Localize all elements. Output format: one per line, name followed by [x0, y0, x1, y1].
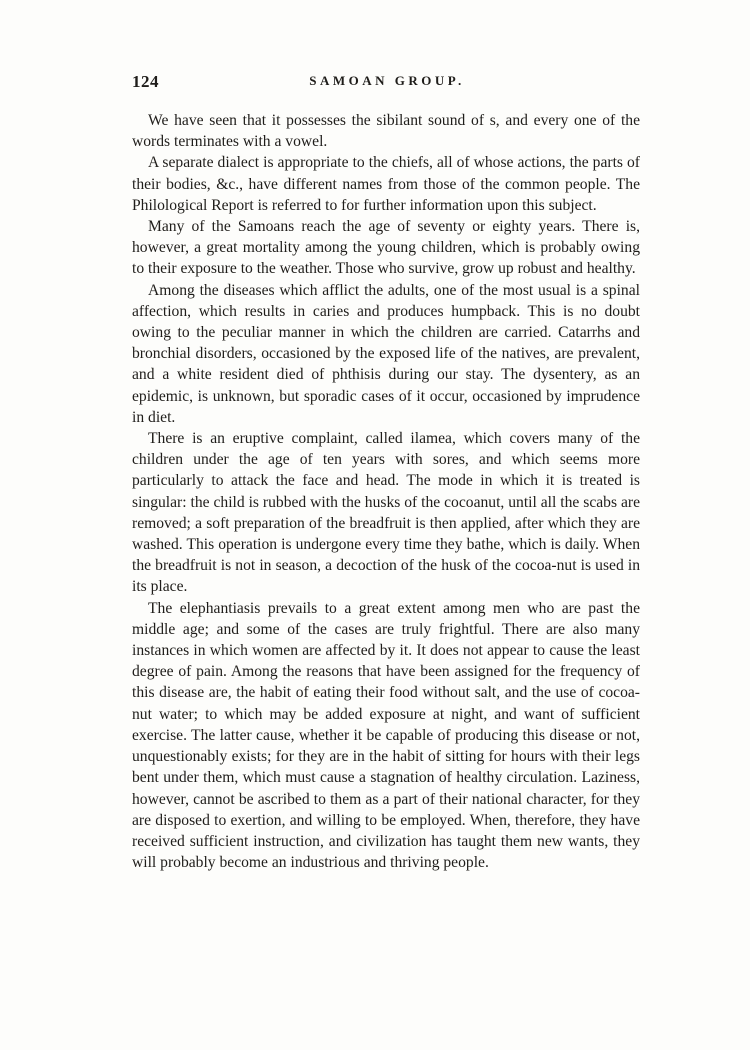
paragraph-elephantiasis: The elephantiasis prevails to a great extent among men who are past the middle age; and some of the cases are truly frightful. There are also many instances in which women are affected by it. It does not appear to cause the least degree of pain. Among the reasons that have been assigned for the frequency of this disease are, the habit of eating their food without salt, and the use of cocoa-nut water; to which may be added exposure at night, and want of sufficient exercise. The latter cause, whether it be capable of producing this disease or not, unquestionably exists; for they are in the habit of sitting for hours with their legs bent under them, which must cause a stagnation of healthy circulation. Laziness, however, cannot be ascribed to them as a part of their national character, for they are disposed to exertion, and willing to be employed. When, therefore, they have received sufficient instruction, and civilization has taught them new wants, they will probably become an industrious and thriving people. — [132, 599, 640, 872]
paragraph-age-mortality: Many of the Samoans reach the age of seventy or eighty years. There is, however, a great mortality among the young children, which is probably owing to their exposure to the weather. Those who survive, grow up robust and healthy. — [132, 218, 640, 278]
body-text — [132, 110, 640, 873]
paragraph-ilamea: There is an eruptive complaint, called ilamea, which covers many of the children under the age of ten years with sores, and which seems more particularly to attack the face and head. The mode in which it is treated is singular: the child is rubbed with the husks of the cocoanut, until all the scabs are removed; a soft preparation of the breadfruit is then applied, after which they are washed. This operation is undergone every time they bathe, which is daily. When the breadfruit is not in season, a decoction of the husk of the cocoa-nut is used in its place. — [132, 430, 640, 596]
running-title: SAMOAN GROUP. — [309, 73, 465, 88]
paragraph-chiefs-dialect: A separate dialect is appropriate to the chiefs, all of whose actions, the parts of their bodies, &c., have different names from those of the common people. The Philological Report is referred to for further information upon this subject. — [132, 154, 640, 214]
paragraph-diseases: Among the diseases which afflict the adults, one of the most usual is a spinal affection, which results in caries and produces humpback. This is no doubt owing to the peculiar manner in which the children are carried. Catarrhs and bronchial disorders, occasioned by the exposed life of the natives, are prevalent, and a white resident died of phthisis during our stay. The dysentery, as an epidemic, is unknown, but sporadic cases of it occur, occasioned by imprudence in diet. — [132, 281, 640, 426]
page-number: 124 — [132, 72, 159, 91]
paragraph-vowels: We have seen that it possesses the sibilant sound of s, and every one of the words terminates with a vowel. — [132, 112, 640, 151]
page-header — [132, 72, 642, 96]
